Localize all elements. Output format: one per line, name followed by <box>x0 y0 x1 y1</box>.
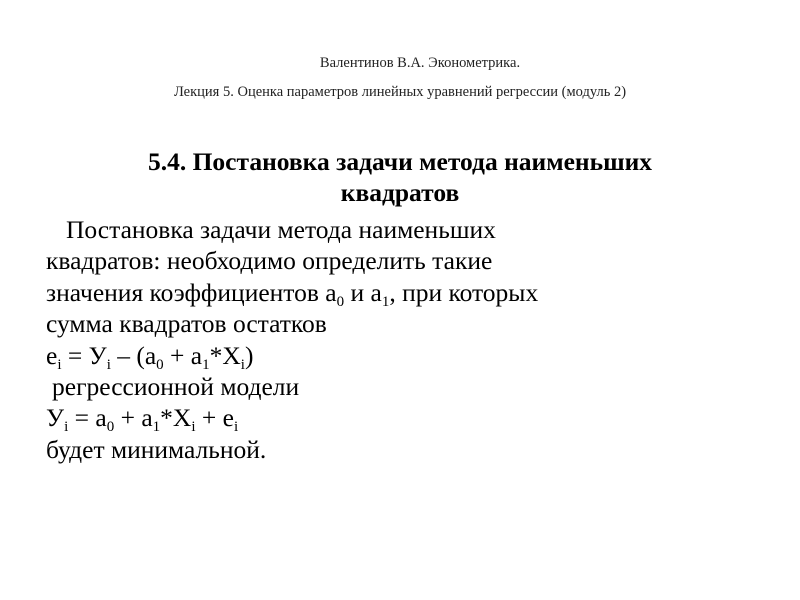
text-fragment: – (a <box>110 340 157 370</box>
text-fragment: = a <box>68 403 107 433</box>
regression-formula <box>46 402 746 436</box>
section-title-line-2: квадратов <box>340 178 460 207</box>
text-fragment: *X <box>160 403 192 433</box>
body-line-1: Постановка задачи метода наименьших <box>66 215 496 244</box>
subscript: 1 <box>381 293 390 310</box>
subscript: i <box>191 419 196 436</box>
residual-formula <box>46 340 746 371</box>
subscript: i <box>64 419 69 436</box>
body-line-2: квадратов: необходимо определить такие <box>46 246 493 276</box>
section-title <box>40 146 760 208</box>
subscript: i <box>240 356 245 373</box>
subscript: 1 <box>202 356 210 373</box>
subscript: 1 <box>152 419 161 436</box>
text-fragment: *X <box>209 340 241 370</box>
body-line-3 <box>46 277 746 308</box>
subscript: i <box>106 356 111 373</box>
text-fragment: и а <box>344 277 382 307</box>
subscript: i <box>57 356 62 373</box>
header-lecture-title: Лекция 5. Оценка параметров линейных уравнений регрессии (модуль 2) <box>173 84 627 100</box>
text-fragment: У <box>46 403 65 433</box>
body-line-8: будет минимальной. <box>46 434 267 464</box>
text-fragment: e <box>46 340 58 370</box>
text-fragment: значения коэффициентов а <box>46 277 337 307</box>
text-fragment: = У <box>61 340 107 370</box>
subscript: 0 <box>106 419 115 436</box>
subscript: 0 <box>336 293 345 310</box>
text-fragment: ) <box>244 340 254 370</box>
section-title-line-1: 5.4. Постановка задачи метода наименьших <box>147 147 653 176</box>
body-line-4: сумма квадратов остатков <box>46 309 327 339</box>
subscript: i <box>233 419 239 436</box>
text-fragment: + a <box>114 403 153 433</box>
text-fragment: , при которых <box>389 277 539 307</box>
text-fragment: + e <box>195 403 234 433</box>
text-fragment: + a <box>163 340 203 370</box>
body-text <box>46 214 746 465</box>
body-line-6: регрессионной модели <box>52 372 300 402</box>
header-author: Валентинов В.А. Эконометрика. <box>319 55 521 71</box>
subscript: 0 <box>156 356 164 373</box>
